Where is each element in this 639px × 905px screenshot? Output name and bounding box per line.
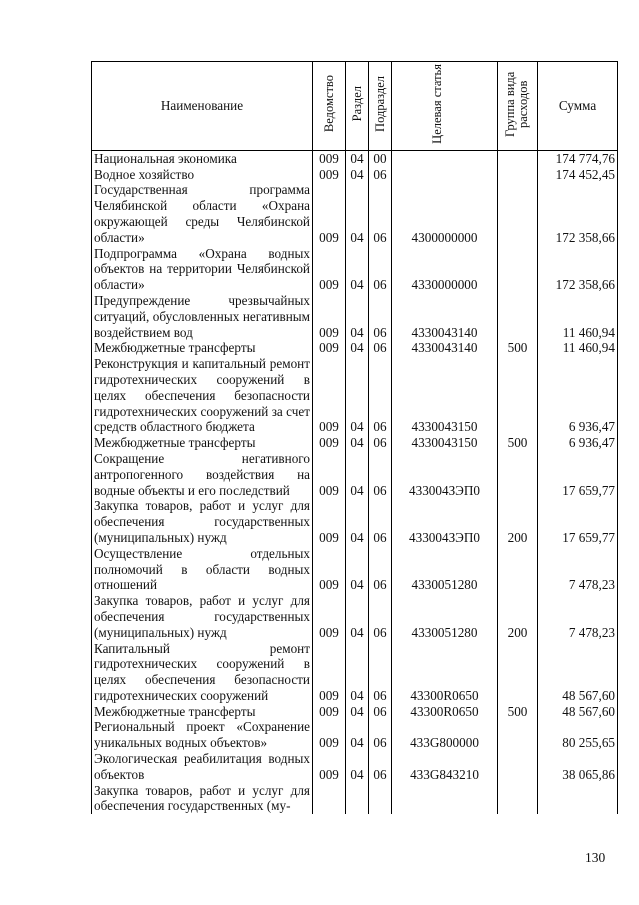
row-name-cell: Закупка товаров, работ и услуг для обеспечения государственных (му- <box>92 783 313 815</box>
row-name-cell: Предупреждение чрезвычайных ситуаций, обусловленных негативным воздействием вод <box>92 293 313 340</box>
row-razdel-cell: 04 <box>346 150 369 166</box>
row-name-cell: Осуществление отдельных полномочий в области водных отношений <box>92 546 313 593</box>
row-name-cell: Закупка товаров, работ и услуг для обеспечения государственных (муниципальных) нужд <box>92 498 313 545</box>
row-target-cell: 433004ЗЭП0 <box>392 451 498 498</box>
row-vedomstvo-cell: 009 <box>313 293 346 340</box>
row-sum-cell: 6 936,47 <box>538 356 618 435</box>
row-podrazdel-cell <box>369 783 392 815</box>
row-sum-cell: 7 478,23 <box>538 546 618 593</box>
row-name-cell: Подпрограмма «Охрана водных объектов на территории Челябинской области» <box>92 246 313 293</box>
row-sum-cell: 6 936,47 <box>538 435 618 451</box>
row-podrazdel-cell: 06 <box>369 435 392 451</box>
row-target-cell: 4330051280 <box>392 593 498 640</box>
row-podrazdel-cell: 06 <box>369 246 392 293</box>
row-razdel-cell: 04 <box>346 293 369 340</box>
table-row <box>92 150 618 166</box>
row-razdel-cell: 04 <box>346 246 369 293</box>
row-podrazdel-cell: 06 <box>369 356 392 435</box>
row-target-cell: 4330043150 <box>392 435 498 451</box>
table-row <box>92 293 618 340</box>
table-row <box>92 751 618 783</box>
row-name-cell: Межбюджетные трансферты <box>92 340 313 356</box>
row-target-cell: 433G843210 <box>392 751 498 783</box>
row-sum-cell: 38 065,86 <box>538 751 618 783</box>
row-vedomstvo-cell: 009 <box>313 498 346 545</box>
table-row <box>92 546 618 593</box>
row-group-cell <box>498 783 538 815</box>
row-podrazdel-cell: 06 <box>369 340 392 356</box>
row-group-cell: 500 <box>498 704 538 720</box>
row-group-cell <box>498 356 538 435</box>
row-target-cell: 4300000000 <box>392 182 498 245</box>
row-target-cell: 4330043140 <box>392 293 498 340</box>
row-razdel-cell: 04 <box>346 167 369 183</box>
row-vedomstvo-cell: 009 <box>313 167 346 183</box>
row-name-cell: Сокращение негативного антропогенного воздействия на водные объекты и его последствий <box>92 451 313 498</box>
table-body <box>92 150 618 814</box>
row-razdel-cell: 04 <box>346 751 369 783</box>
budget-table <box>91 61 618 814</box>
table-row <box>92 167 618 183</box>
row-vedomstvo-cell: 009 <box>313 641 346 704</box>
row-podrazdel-cell: 06 <box>369 498 392 545</box>
row-group-cell: 200 <box>498 593 538 640</box>
row-target-cell <box>392 167 498 183</box>
header-name: Наименование <box>92 62 313 151</box>
row-podrazdel-cell: 06 <box>369 751 392 783</box>
row-sum-cell: 172 358,66 <box>538 246 618 293</box>
row-vedomstvo-cell: 009 <box>313 704 346 720</box>
row-razdel-cell: 04 <box>346 641 369 704</box>
row-podrazdel-cell: 06 <box>369 293 392 340</box>
row-group-cell <box>498 293 538 340</box>
row-vedomstvo-cell: 009 <box>313 751 346 783</box>
row-razdel-cell: 04 <box>346 435 369 451</box>
row-podrazdel-cell: 06 <box>369 641 392 704</box>
row-target-cell <box>392 150 498 166</box>
row-sum-cell: 80 255,65 <box>538 719 618 751</box>
row-target-cell: 4330043150 <box>392 356 498 435</box>
row-target-cell: 433G800000 <box>392 719 498 751</box>
row-name-cell: Реконструкция и капитальный ремонт гидротехнических сооружений в целях обеспечения безопасности гидротехнических сооружений за счет средств областного бюджета <box>92 356 313 435</box>
row-razdel-cell: 04 <box>346 182 369 245</box>
row-vedomstvo-cell: 009 <box>313 150 346 166</box>
row-sum-cell: 11 460,94 <box>538 340 618 356</box>
row-sum-cell: 17 659,77 <box>538 451 618 498</box>
row-sum-cell: 172 358,66 <box>538 182 618 245</box>
row-name-cell: Капитальный ремонт гидротехнических сооружений в целях обеспечения безопасности гидротехнических сооружений <box>92 641 313 704</box>
row-vedomstvo-cell: 009 <box>313 451 346 498</box>
header-row <box>92 62 618 151</box>
row-group-cell <box>498 246 538 293</box>
row-vedomstvo-cell: 009 <box>313 546 346 593</box>
row-group-cell <box>498 641 538 704</box>
header-target: Целевая статья <box>392 62 498 151</box>
header-razdel: Раздел <box>346 62 369 151</box>
row-target-cell: 4330051280 <box>392 546 498 593</box>
row-podrazdel-cell: 06 <box>369 182 392 245</box>
row-target-cell: 43300R0650 <box>392 704 498 720</box>
row-sum-cell: 48 567,60 <box>538 704 618 720</box>
row-podrazdel-cell: 06 <box>369 704 392 720</box>
table-row <box>92 719 618 751</box>
table-row <box>92 704 618 720</box>
row-vedomstvo-cell: 009 <box>313 246 346 293</box>
row-name-cell: Региональный проект «Сохранение уникальных водных объектов» <box>92 719 313 751</box>
header-podrazdel: Подраздел <box>369 62 392 151</box>
row-razdel-cell: 04 <box>346 546 369 593</box>
header-group: Группа вида расходов <box>498 62 538 151</box>
row-vedomstvo-cell: 009 <box>313 356 346 435</box>
header-vedomstvo: Ведомство <box>313 62 346 151</box>
row-target-cell: 4330000000 <box>392 246 498 293</box>
row-name-cell: Государственная программа Челябинской области «Охрана окружающей среды Челябинской области» <box>92 182 313 245</box>
table-row <box>92 641 618 704</box>
row-razdel-cell: 04 <box>346 356 369 435</box>
row-sum-cell <box>538 783 618 815</box>
table-row <box>92 451 618 498</box>
row-group-cell <box>498 546 538 593</box>
header-sum: Сумма <box>538 62 618 151</box>
row-podrazdel-cell: 00 <box>369 150 392 166</box>
row-group-cell <box>498 150 538 166</box>
row-sum-cell: 7 478,23 <box>538 593 618 640</box>
row-sum-cell: 174 452,45 <box>538 167 618 183</box>
row-podrazdel-cell: 06 <box>369 167 392 183</box>
row-razdel-cell: 04 <box>346 719 369 751</box>
row-vedomstvo-cell: 009 <box>313 719 346 751</box>
row-razdel-cell: 04 <box>346 498 369 545</box>
table-row <box>92 182 618 245</box>
row-target-cell <box>392 783 498 815</box>
table-row <box>92 340 618 356</box>
row-sum-cell: 48 567,60 <box>538 641 618 704</box>
row-vedomstvo-cell: 009 <box>313 435 346 451</box>
row-vedomstvo-cell: 009 <box>313 340 346 356</box>
row-group-cell <box>498 182 538 245</box>
row-razdel-cell: 04 <box>346 340 369 356</box>
row-razdel-cell: 04 <box>346 451 369 498</box>
row-podrazdel-cell: 06 <box>369 593 392 640</box>
row-sum-cell: 11 460,94 <box>538 293 618 340</box>
row-podrazdel-cell: 06 <box>369 719 392 751</box>
row-razdel-cell: 04 <box>346 704 369 720</box>
page-number: 130 <box>585 850 606 865</box>
row-name-cell: Национальная экономика <box>92 150 313 166</box>
row-podrazdel-cell: 06 <box>369 546 392 593</box>
row-group-cell: 500 <box>498 340 538 356</box>
table-row <box>92 356 618 435</box>
row-group-cell <box>498 751 538 783</box>
row-name-cell: Межбюджетные трансферты <box>92 704 313 720</box>
table-row <box>92 435 618 451</box>
row-target-cell: 433004ЗЭП0 <box>392 498 498 545</box>
row-name-cell: Закупка товаров, работ и услуг для обеспечения государственных (муниципальных) нужд <box>92 593 313 640</box>
table-row <box>92 593 618 640</box>
row-podrazdel-cell: 06 <box>369 451 392 498</box>
row-name-cell: Межбюджетные трансферты <box>92 435 313 451</box>
row-target-cell: 4330043140 <box>392 340 498 356</box>
row-sum-cell: 174 774,76 <box>538 150 618 166</box>
row-target-cell: 43300R0650 <box>392 641 498 704</box>
table-row <box>92 246 618 293</box>
row-vedomstvo-cell <box>313 783 346 815</box>
row-name-cell: Водное хозяйство <box>92 167 313 183</box>
row-group-cell: 200 <box>498 498 538 545</box>
row-group-cell <box>498 451 538 498</box>
row-group-cell: 500 <box>498 435 538 451</box>
row-name-cell: Экологическая реабилитация водных объектов <box>92 751 313 783</box>
row-group-cell <box>498 167 538 183</box>
row-vedomstvo-cell: 009 <box>313 182 346 245</box>
row-vedomstvo-cell: 009 <box>313 593 346 640</box>
table-row <box>92 783 618 815</box>
row-sum-cell: 17 659,77 <box>538 498 618 545</box>
row-razdel-cell: 04 <box>346 593 369 640</box>
row-razdel-cell <box>346 783 369 815</box>
row-group-cell <box>498 719 538 751</box>
table-row <box>92 498 618 545</box>
